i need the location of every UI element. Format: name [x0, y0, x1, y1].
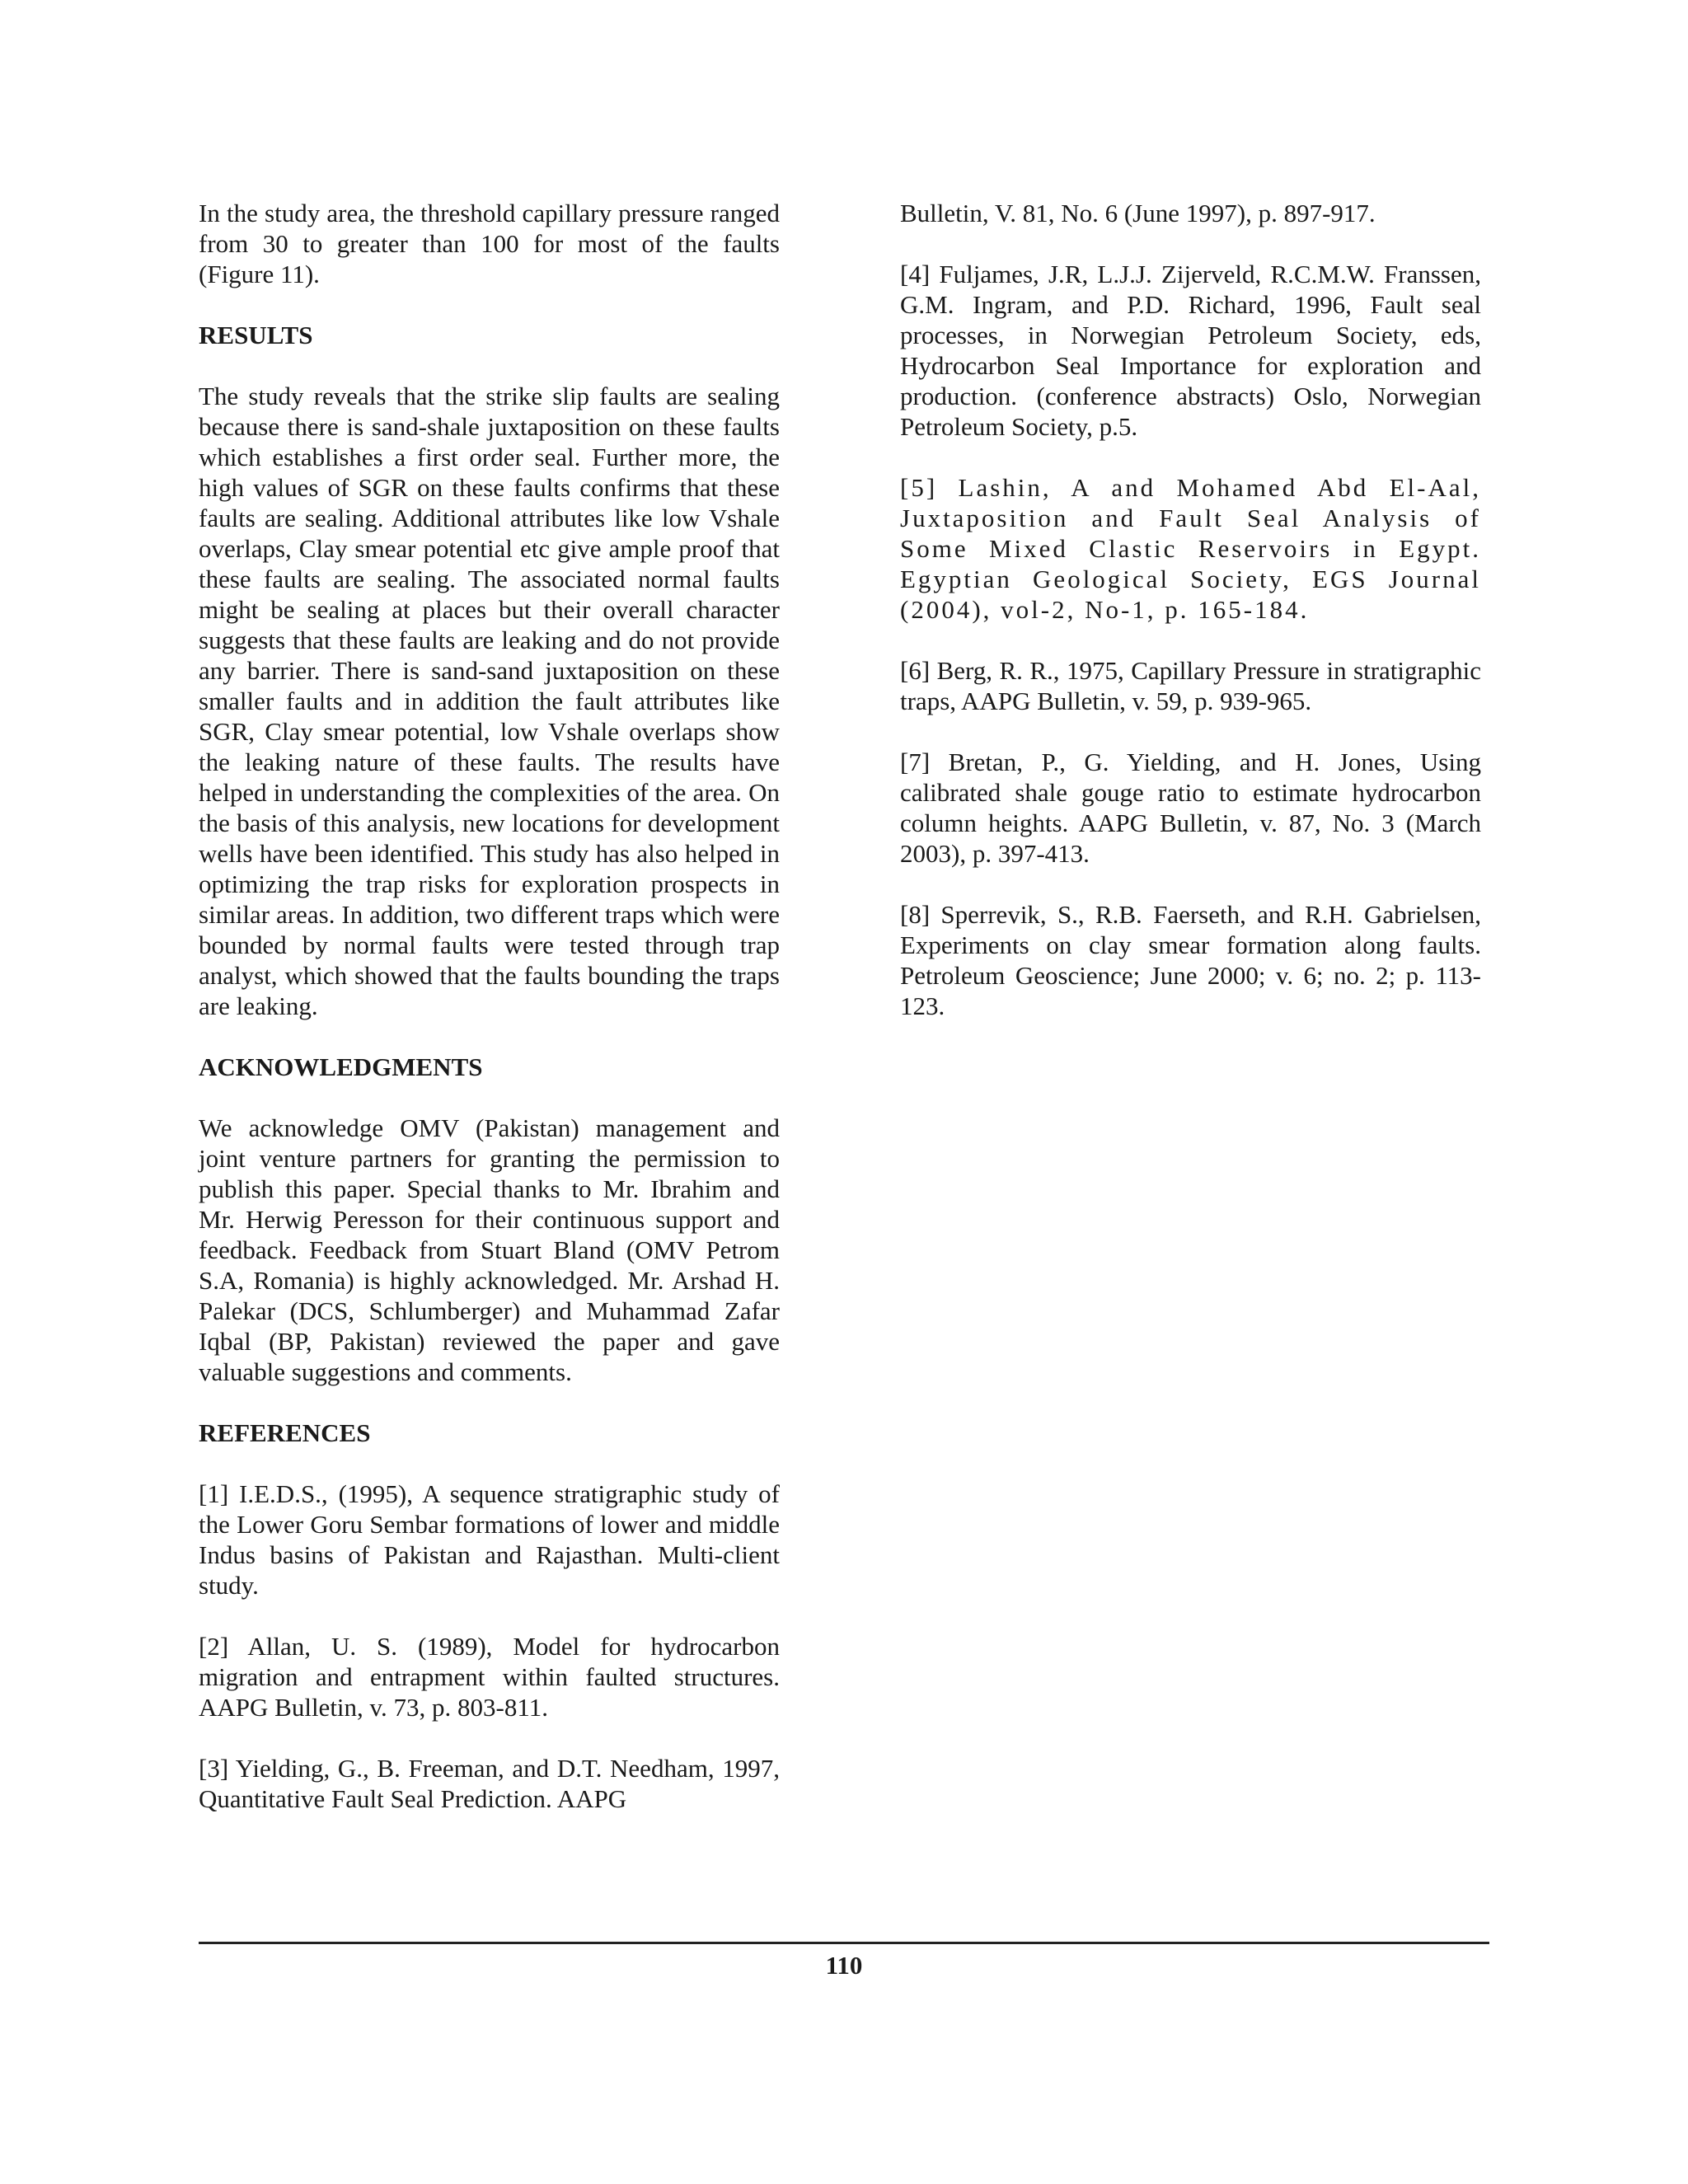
results-heading: RESULTS	[199, 321, 313, 349]
reference-7: [7] Bretan, P., G. Yielding, and H. Jones, Using calibrated shale gouge ratio to estimate hydrocarbon column heights. AAPG Bulletin, v. 87, No. 3 (March 2003), p. 397-413.	[900, 748, 1481, 868]
reference-2: [2] Allan, U. S. (1989), Model for hydrocarbon migration and entrapment within faulted structures. AAPG Bulletin, v. 73, p. 803-811.	[199, 1632, 780, 1722]
results-paragraph: The study reveals that the strike slip faults are sealing because there is sand-shale juxtaposition on these faults which establishes a first order seal. Further more, the high values of SGR on these faults confirms that these faults are sealing. Additional attributes like low Vshale overlaps, Clay smear potential etc give ample proof that these faults are sealing. The associated normal faults might be sealing at places but their overall character suggests that these faults are leaking and do not provide any barrier. There is sand-sand juxtaposition on these smaller faults and in addition the fault attributes like SGR, Clay smear potential, low Vshale overlaps show the leaking nature of these faults. The results have helped in understanding the complexities of the area. On the basis of this analysis, new locations for development wells have been identified. This study has also helped in optimizing the trap risks for exploration prospects in similar areas. In addition, two different traps which were bounded by normal faults were tested through trap analyst, which showed that the faults bounding the traps are leaking.	[199, 382, 780, 1020]
reference-3-continued: Bulletin, V. 81, No. 6 (June 1997), p. 897-917.	[900, 199, 1376, 227]
reference-1: [1] I.E.D.S., (1995), A sequence stratigraphic study of the Lower Goru Sembar formations of lower and middle Indus basins of Pakistan and Rajasthan. Multi-client study.	[199, 1479, 780, 1600]
reference-8: [8] Sperrevik, S., R.B. Faerseth, and R.H. Gabrielsen, Experiments on clay smear formation along faults. Petroleum Geoscience; June 2000; v. 6; no. 2; p. 113-123.	[900, 900, 1481, 1020]
left-column	[199, 198, 780, 1844]
reference-3: [3] Yielding, G., B. Freeman, and D.T. Needham, 1997, Quantitative Fault Seal Prediction. AAPG	[199, 1754, 780, 1813]
reference-4: [4] Fuljames, J.R, L.J.J. Zijerveld, R.C.M.W. Franssen, G.M. Ingram, and P.D. Richard, 1996, Fault seal processes, in Norwegian Petroleum Society, eds, Hydrocarbon Seal Importance for exploration and production. (conference abstracts) Oslo, Norwegian Petroleum Society, p.5.	[900, 260, 1481, 441]
page-number: 110	[825, 1951, 863, 1980]
right-column	[900, 198, 1481, 1052]
acknowledgments-heading: ACKNOWLEDGMENTS	[199, 1052, 483, 1081]
reference-6: [6] Berg, R. R., 1975, Capillary Pressure in stratigraphic traps, AAPG Bulletin, v. 59, p. 939-965.	[900, 656, 1481, 715]
references-heading: REFERENCES	[199, 1418, 371, 1447]
reference-5: [5] Lashin, A and Mohamed Abd El-Aal, Juxtaposition and Fault Seal Analysis of Some Mixed Clastic Reservoirs in Egypt. Egyptian Geological Society, EGS Journal (2004), vol-2, No-1, p. 165-184.	[900, 473, 1481, 624]
footer-rule	[199, 1942, 1489, 1944]
acknowledgments-paragraph: We acknowledge OMV (Pakistan) management and joint venture partners for granting the permission to publish this paper. Special thanks to Mr. Ibrahim and Mr. Herwig Peresson for their continuous support and feedback. Feedback from Stuart Bland (OMV Petrom S.A, Romania) is highly acknowledged. Mr. Arshad H. Palekar (DCS, Schlumberger) and Muhammad Zafar Iqbal (BP, Pakistan) reviewed the paper and gave valuable suggestions and comments.	[199, 1113, 780, 1386]
intro-paragraph: In the study area, the threshold capillary pressure ranged from 30 to greater than 100 for most of the faults (Figure 11).	[199, 199, 780, 288]
